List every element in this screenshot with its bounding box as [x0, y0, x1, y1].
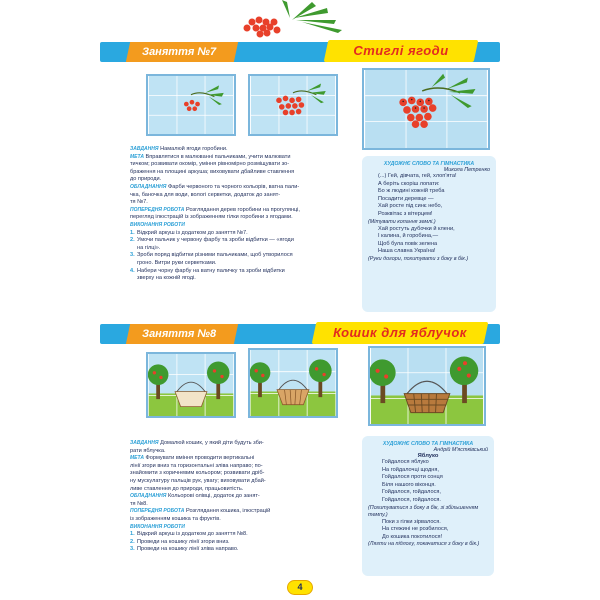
poem-line: Наша славна Україна!: [378, 248, 436, 255]
lesson8-header-label: [126, 324, 238, 344]
poem-line: Посадити деревце —: [378, 195, 434, 202]
poem-line: Гойдалося, гойдалося,: [382, 489, 441, 496]
lesson7-poem-title: ХУДОЖНЄ СЛОВО ТА ГІМНАСТИКА: [383, 161, 475, 167]
lesson7-prep: ПОПЕРЕДНЯ РОБОТА Розглядання дерев горобини на прогулянці, перегляд ілюстрацій із зображенням гілки горобини з ягодами.: [130, 206, 300, 221]
lesson8-goal: МЕТА Формувати вміння проводити вертикальні лінії згори вниз та горизонтальні зліва направо; по- знайомити з коричневим кольором; розвивати дріб- ну мускулатуру пальців рук, увагу; виховувати дбай- ливе ставлення до природи, працьовитість.: [130, 455, 266, 492]
lesson8-poem-author: Андрій М'ястківський: [433, 447, 488, 453]
lesson7-step1-image: [146, 74, 236, 136]
poem-line: Бо ж людині кожній треба: [378, 188, 445, 195]
lesson7-poem-panel: [362, 156, 496, 312]
lesson8-poem-panel: [362, 436, 494, 576]
poem-note: (Похитуватися з боку в бік, зі збільшенням темпу.): [368, 504, 479, 518]
lesson7-step: 3. Зроби поряд відбитки різними пальчиками, щоб утворилося гроно. Витри руки серветками.: [130, 252, 293, 266]
lesson8-prep: ПОПЕРЕДНЯ РОБОТА Розглядання кошика, ілюстрацій із зображенням кошика та фруктів.: [130, 508, 271, 522]
lesson7-poem-author: Микола Петренко: [443, 167, 490, 173]
lesson8-poem-name: Яблуко: [417, 453, 439, 459]
lesson7-step: 1. Відкрий аркуш із додатком до заняття №7.: [130, 229, 248, 236]
lesson8-description: [130, 440, 355, 554]
lesson7-header-label: [126, 42, 238, 62]
lesson8-title: Кошик для яблучок: [333, 325, 467, 340]
poem-note: (Лягти на підлогу, покачатися з боку в бік.): [368, 541, 480, 548]
poem-line: На стежині не розбилося,: [382, 526, 449, 533]
lesson7-task: ЗАВДАННЯ Намалюй ягоди горобини.: [130, 146, 228, 152]
lesson7-goal: МЕТА Вправлятися в малюванні пальчиками, учити малювати тичком; розвивати окомір, уміння рівномірно розміщувати зо- браження на площині аркуша; виховувати дбайливе ставлення до природи.: [130, 153, 295, 183]
poem-line: Біля нашого віконця.: [382, 481, 436, 488]
poem-line: І калина, й горобина,—: [378, 233, 439, 240]
lesson8-title-banner: [312, 322, 489, 344]
lesson8-task: ЗАВДАННЯ Домалюй кошик, у який діти будуть зби- рати яблучка.: [130, 440, 264, 454]
lesson7-title: Стиглі ягоди: [353, 43, 449, 58]
lesson8-step: 3. Проведи на кошику лінії зліва направо.: [130, 546, 239, 553]
poem-line: Гойдалося проти сонця: [382, 474, 443, 481]
lesson8-steps-label: ВИКОНАННЯ РОБОТИ: [130, 523, 185, 530]
lesson7-title-banner: [324, 40, 479, 62]
poem-line: Хай росте під синє небо,: [378, 203, 443, 210]
lesson7-description: [130, 146, 350, 283]
lesson8-step: 2. Проведи на кошику лінії згори вниз.: [130, 538, 230, 545]
lesson7-steps-label: ВИКОНАННЯ РОБОТИ: [130, 221, 185, 228]
poem-line: А берiть скоріш лопати:: [378, 180, 440, 187]
lesson7-equipment: ОБЛАДНАННЯ Фарби червоного та чорного кольорів, ватна пали- чка, баночка для води, вологі серветки, додаток до занят- тя №7.: [130, 183, 300, 206]
poem-line: На гойдалочці щодня,: [382, 466, 439, 473]
poem-line: Гойдалося, гойдалося.: [382, 496, 441, 503]
lesson7-result-image: [362, 68, 490, 150]
rowan-branch-illustration: [232, 0, 352, 40]
poem-line: Поки з гілки зірвалося.: [382, 518, 441, 525]
lesson8-step: 1. Відкрий аркуш із додатком до заняття №8.: [130, 531, 248, 538]
poem-line: Гойдалося яблуко: [382, 459, 429, 465]
lesson7-step: 2. Умочи пальчик у червону фарбу та зроби відбитки — «ягоди на гілці».: [130, 237, 294, 251]
lesson8-step2-image: [248, 348, 338, 418]
poem-line: Розквітає з вітерцем!: [378, 210, 433, 217]
poem-note: (Мітувати копання землі.): [368, 218, 436, 225]
poem-line: Щоб була повік зелена: [378, 240, 438, 247]
lesson7-step2-image: [248, 74, 338, 136]
poem-note: (Руки догори, похитувати з боку в бік.): [368, 255, 469, 262]
poem-line: (...) Гей, дівчата, гей, хлоп'ята!: [378, 173, 457, 179]
lesson7-number: Заняття №7: [142, 46, 217, 58]
poem-line: До кошика покотилося!: [382, 533, 443, 540]
lesson8-equipment: ОБЛАДНАННЯ Кольорові олівці, додаток до занят- тя №8.: [130, 493, 260, 507]
workbook-page: [100, 0, 500, 600]
lesson8-number: Заняття №8: [142, 328, 217, 340]
lesson8-poem-title: ХУДОЖНЄ СЛОВО ТА ГІМНАСТИКА: [382, 441, 474, 447]
poem-line: Хай ростуть дубочки й клени,: [378, 225, 455, 232]
lesson8-result-image: [368, 346, 486, 426]
lesson7-step: 4. Набери чорну фарбу на ватну паличку та зроби відбитки зверху на кожній ягоді.: [130, 267, 285, 282]
page-number: 4: [287, 580, 313, 595]
lesson8-step1-image: [146, 352, 236, 418]
